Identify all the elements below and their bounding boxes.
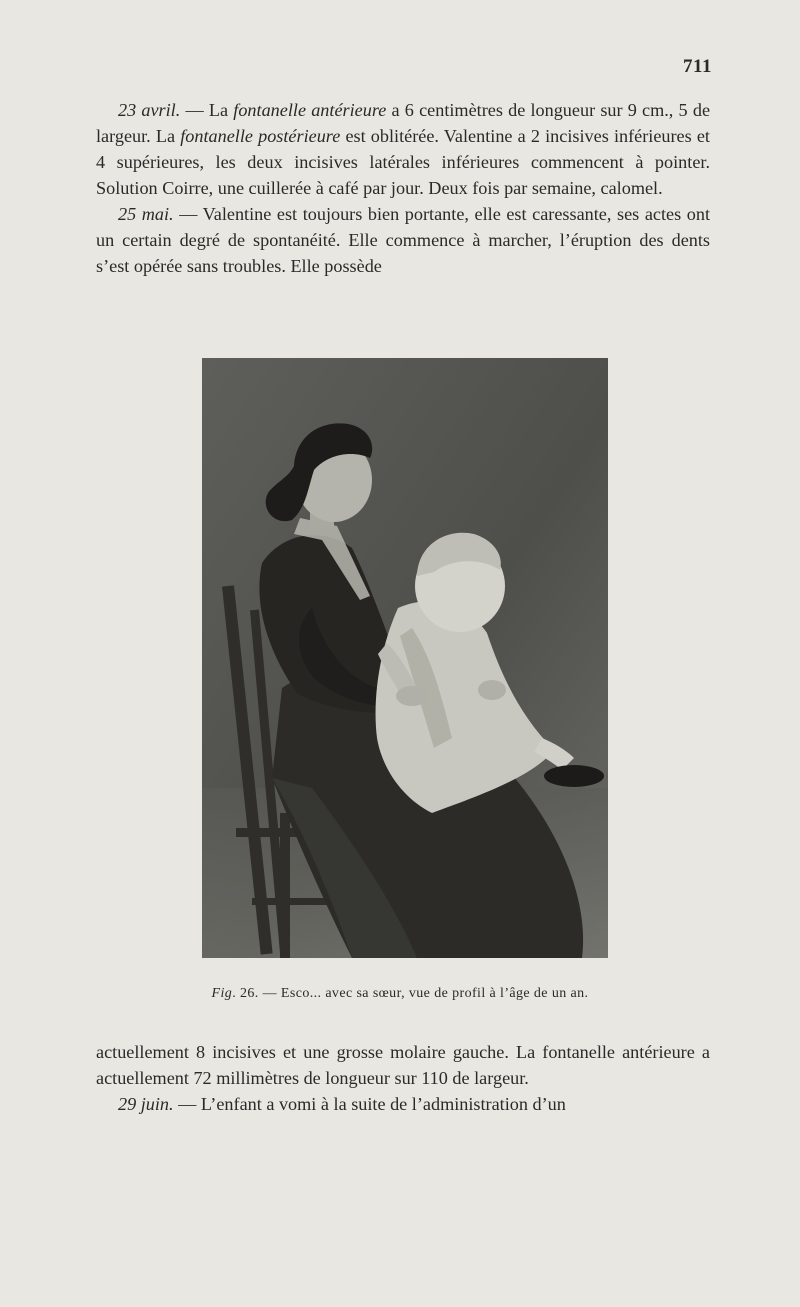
figure-photograph (202, 358, 608, 958)
figure-caption (0, 986, 800, 1002)
figure-label: Fig (211, 986, 233, 1001)
text-run: a 6 centimètres de longueur sur 9 cm., 5 de largeur. La (96, 100, 711, 146)
text-run: — La (180, 100, 234, 120)
text-run: — Valentine est toujours bien portante, elle est caressante, ses actes ont un certain degré de spontanéité. Elle commence à marcher, l’éruption des dents s’est opérée sans troubles. Elle possède (96, 204, 710, 276)
paragraph-23-avril (96, 97, 710, 201)
paragraph-29-juin (96, 1091, 710, 1117)
photograph-illustration (202, 358, 608, 958)
emphasis-text: fontanelle antérieure (233, 100, 387, 120)
top-text-block (96, 97, 710, 279)
date-label: 29 juin. (118, 1094, 174, 1114)
paragraph-continuation: actuellement 8 incisives et une grosse molaire gauche. La fontanelle antérieure a actuellement 72 millimètres de longueur sur 110 de largeur. (96, 1042, 710, 1088)
bottom-text-block (96, 1039, 710, 1117)
date-label: 25 mai. (118, 204, 174, 224)
emphasis-text: fontanelle postérieure (180, 126, 341, 146)
date-label: 23 avril. (118, 100, 181, 120)
caption-text: . 26. — Esco... avec sa sœur, vue de profil à l’âge de un an. (232, 986, 589, 1001)
child-shoe (544, 765, 604, 787)
page-number: 711 (683, 56, 712, 77)
text-run: — L’enfant a vomi à la suite de l’administration d’un (173, 1094, 566, 1114)
paragraph-25-mai (96, 201, 710, 279)
text-run: est oblitérée. Valentine a 2 incisives inférieures et 4 supérieures, les deux incisives latérales inférieures commencent à pointer. Solution Coirre, une cuillerée à café par jour. Deux fois par semaine, calomel. (96, 126, 710, 198)
